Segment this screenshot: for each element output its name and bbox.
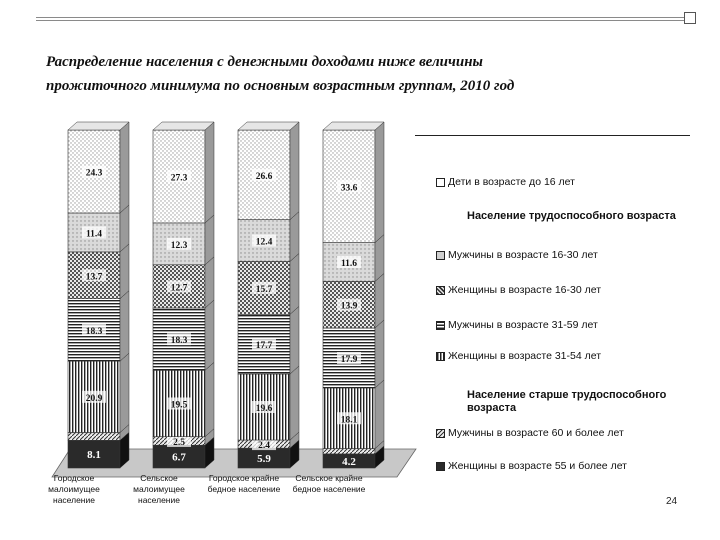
data-label-women_31_54-2: 19.5 [170,400,188,411]
data-label-children-2: 27.3 [170,173,188,184]
bar-side-men_31_59-4 [375,320,384,388]
bar-top-face-4 [323,122,384,130]
bar-side-men_16_30-2 [205,215,214,265]
bar-side-men_31_59-2 [205,300,214,370]
data-label-men_31_59-2: 18.3 [170,336,188,347]
bar-segment-men_60-4 [323,449,375,454]
bar-segment-men_60-1 [68,432,120,440]
bar-side-men_31_59-3 [290,306,299,374]
data-label-women_55-2: 6.7 [172,451,186,464]
data-label-women_31_54-3: 19.6 [255,404,273,415]
data-label-men_16_30-3: 12.4 [255,237,273,248]
bar-side-children-2 [205,122,214,223]
bar-side-women_31_54-3 [290,366,299,440]
bar-top-face-2 [153,122,214,130]
legend-swatch-men-31-59 [436,321,445,330]
page-number: 24 [666,496,678,507]
bar-side-children-3 [290,122,299,220]
legend-swatch-women-16-30 [436,286,445,295]
data-label-women_31_54-1: 20.9 [85,393,103,404]
data-label-women_16_30-4: 13.9 [340,301,358,312]
legend-heading-working-age: Население трудоспособного возраста [467,210,676,222]
data-label-men_31_59-3: 17.7 [255,341,273,352]
bar-side-women_31_54-4 [375,380,384,449]
bar-side-men_31_59-1 [120,291,129,361]
data-label-women_16_30-1: 13.7 [85,272,103,283]
category-label-urban-poor: Городское малоимущее население [48,473,100,505]
data-label-women_55-1: 8.1 [87,449,101,462]
legend-heading-elderly: Население старше трудоспособного возраста [467,389,667,414]
data-label-men_31_59-1: 18.3 [85,326,103,337]
bar-side-women_31_54-1 [120,353,129,432]
legend-swatch-men-60 [436,429,445,438]
bar-side-women_31_54-2 [205,362,214,436]
data-label-men_16_30-2: 12.3 [170,240,188,251]
data-label-women_16_30-2: 12.7 [170,283,188,294]
data-label-men_31_59-4: 17.9 [340,354,358,365]
legend-swatch-children [436,178,445,187]
bars-layer [68,122,384,468]
category-label-rural-poor: Сельское малоимущее население [133,473,185,505]
bar-side-women_16_30-2 [205,257,214,308]
legend-item-women-16-30: Женщины в возрасте 16-30 лет [448,284,601,296]
data-label-children-1: 24.3 [85,168,103,179]
data-label-men_60-3: 2.4 [258,441,270,452]
legend-top-rule [415,135,690,136]
data-label-women_31_54-4: 18.1 [340,415,358,426]
bar-top-face-1 [68,122,129,130]
legend-swatch-women-55 [436,462,445,471]
data-label-men_16_30-4: 11.6 [340,258,358,269]
bar-side-women_16_30-3 [290,253,299,314]
legend-item-men-60: Мужчины в возрасте 60 и более лет [448,427,624,439]
data-label-children-4: 33.6 [340,183,358,194]
bar-side-women_16_30-4 [375,273,384,328]
data-label-women_55-4: 4.2 [342,455,356,468]
bar-side-women_16_30-1 [120,244,129,299]
slide-title-line-2: прожиточного минимума по основным возрастным группам, 2010 год [46,78,515,94]
bar-side-men_16_30-3 [290,212,299,262]
data-label-women_16_30-3: 15.7 [255,284,273,295]
bar-side-children-1 [120,122,129,213]
legend-item-men-16-30: Мужчины в возрасте 16-30 лет [448,249,598,261]
category-label-urban-extreme: Городское крайне бедное население [207,473,281,494]
data-label-men_16_30-1: 11.4 [85,229,103,240]
legend-swatch-women-31-54 [436,352,445,361]
data-label-children-3: 26.6 [255,171,273,182]
legend-item-men-31-59: Мужчины в возрасте 31-59 лет [448,319,598,331]
legend-swatch-men-16-30 [436,251,445,260]
bar-top-face-3 [238,122,299,130]
slide-title-line-1: Распределение населения с денежными доходами ниже величины [46,54,483,70]
legend-item-children: Дети в возрасте до 16 лет [448,176,575,188]
data-label-women_55-3: 5.9 [257,453,271,466]
legend-item-women-55: Женщины в возрасте 55 и более лет [448,460,627,472]
data-label-men_60-2: 2.5 [173,437,185,448]
category-label-rural-extreme: Сельское крайне бедное население [292,473,366,494]
bar-side-children-4 [375,122,384,243]
legend-item-women-31-54: Женщины в возрасте 31-54 лет [448,350,601,362]
